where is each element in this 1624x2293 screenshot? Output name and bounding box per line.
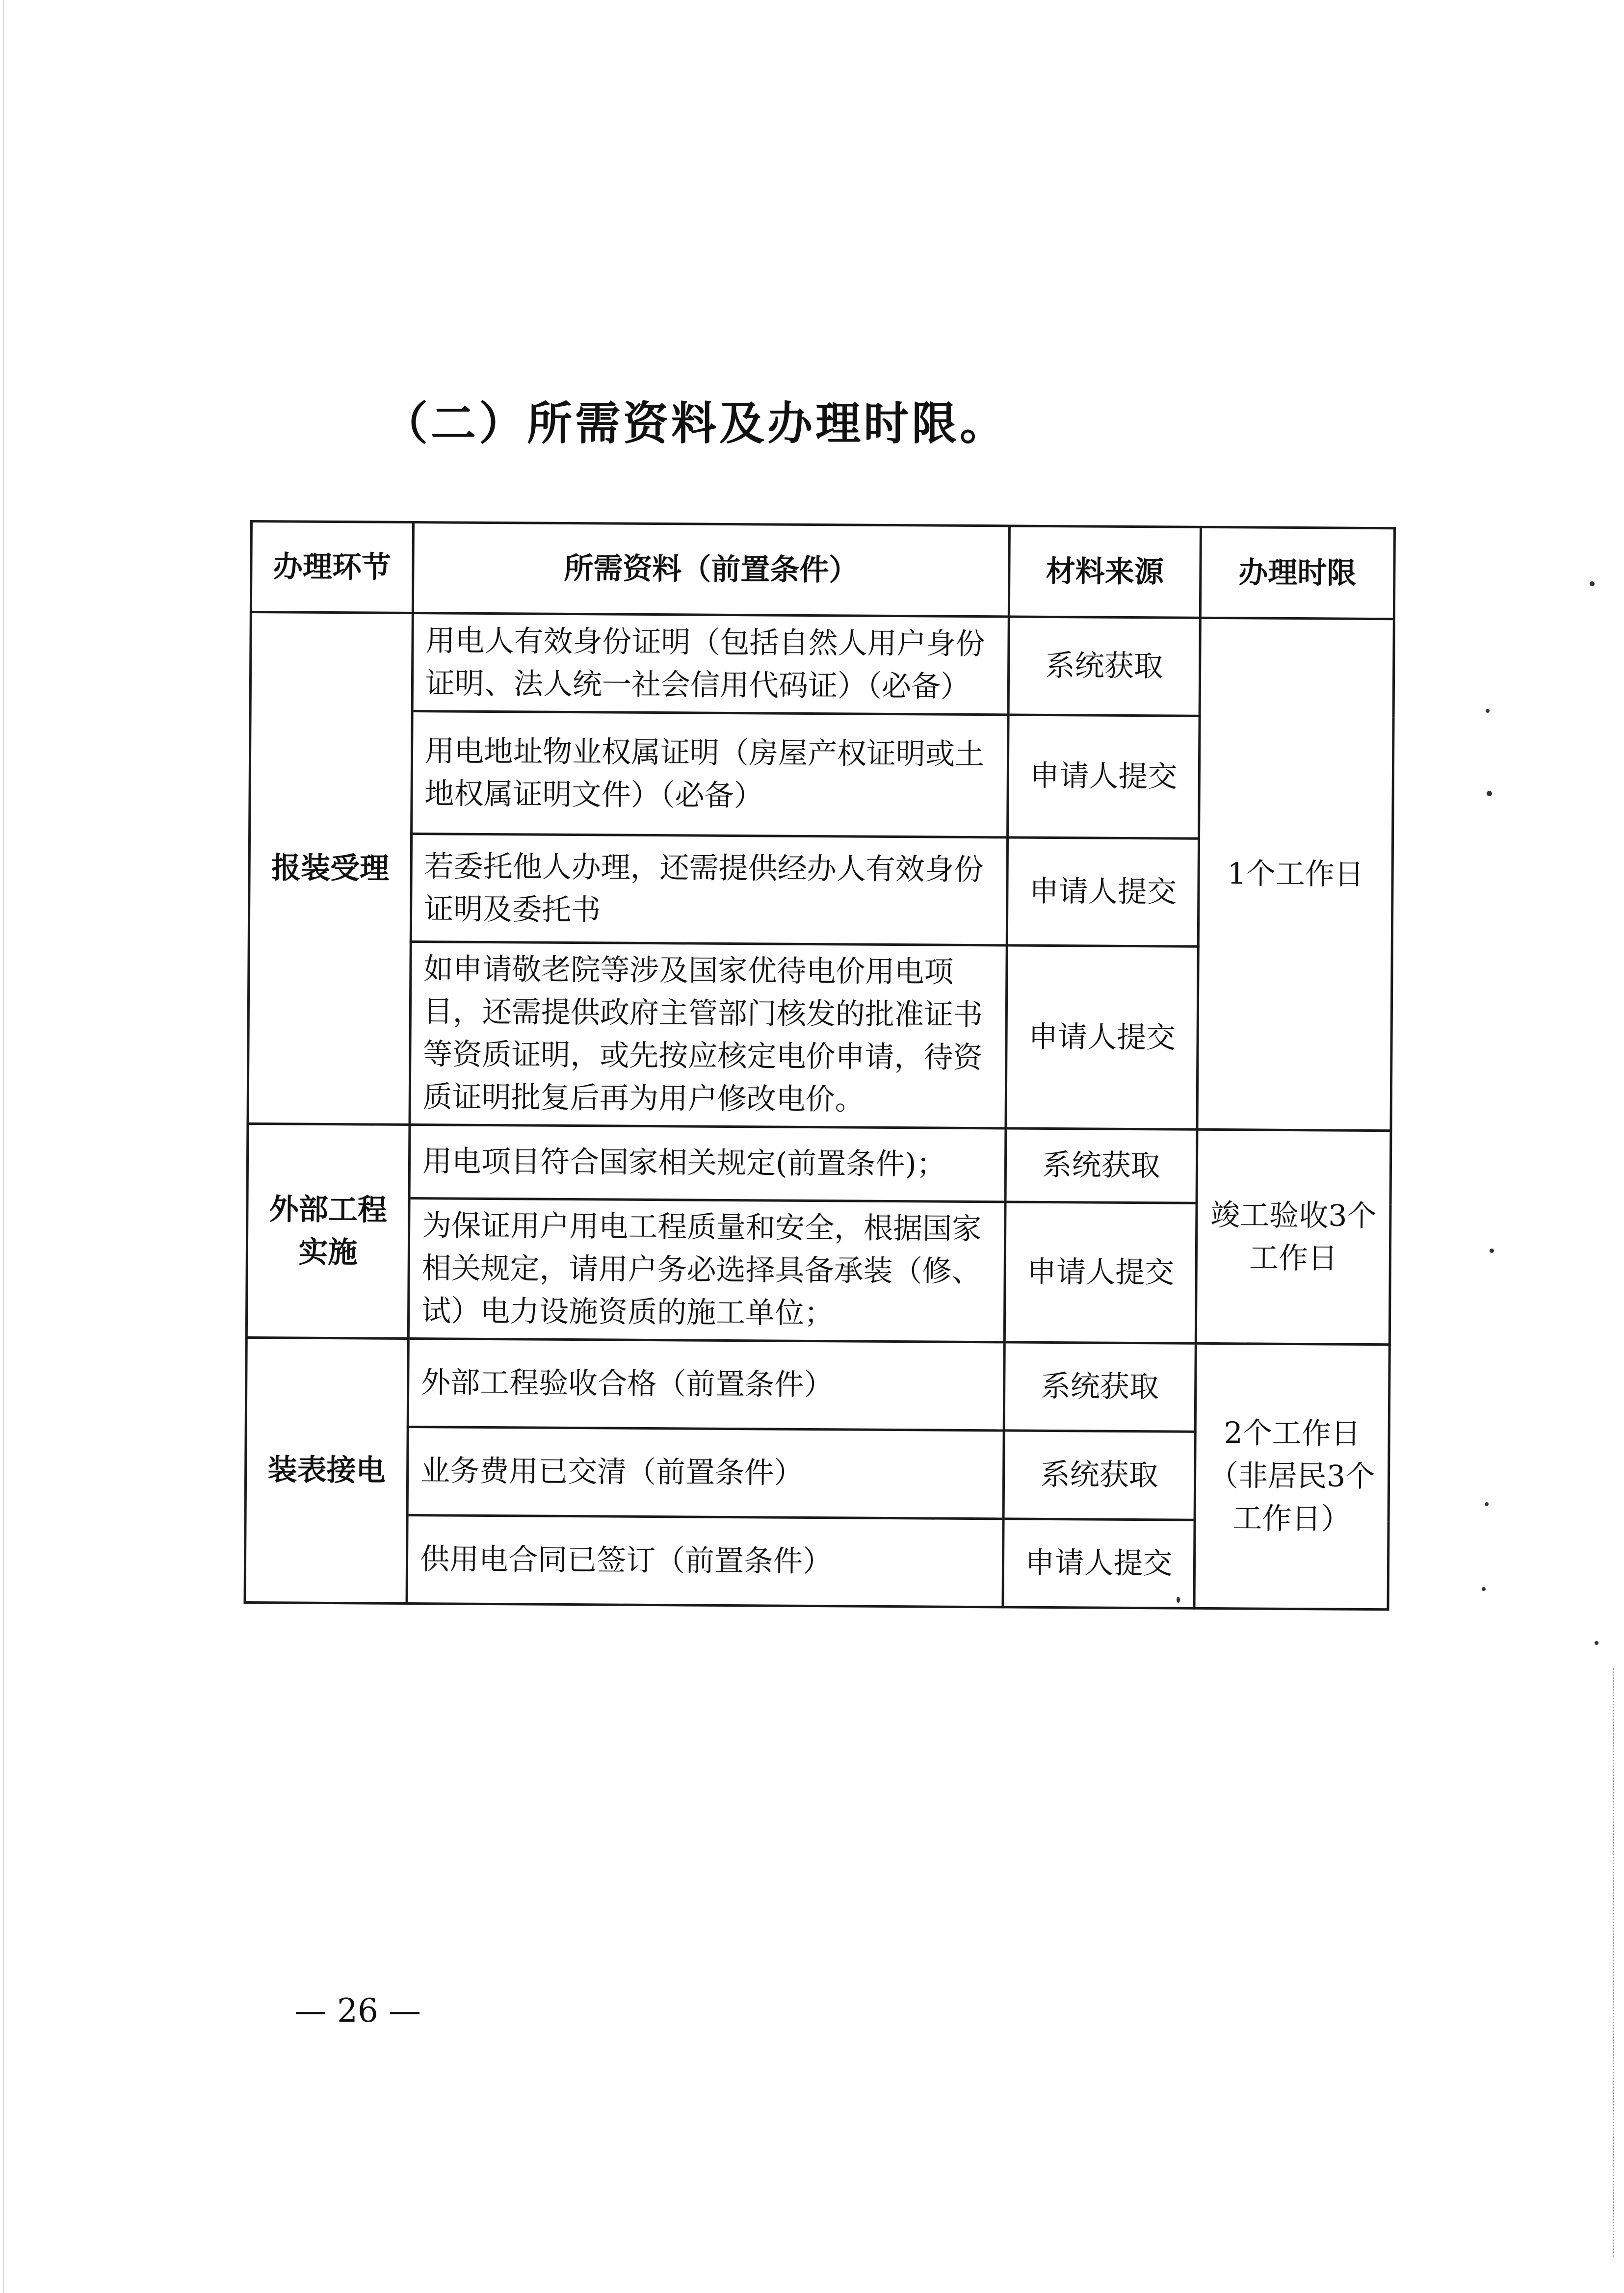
source-cell: 申请人提交 — [1003, 1519, 1195, 1608]
source-cell: 系统获取 — [1008, 617, 1200, 716]
material-cell: 业务费用已交清（前置条件） — [407, 1427, 1004, 1518]
header-source: 材料来源 — [1009, 526, 1201, 618]
time-limit-cell: 2个工作日（非居民3个工作日） — [1194, 1343, 1389, 1609]
header-stage: 办理环节 — [251, 521, 413, 613]
material-cell: 供用电合同已签订（前置条件） — [407, 1515, 1003, 1607]
header-materials: 所需资料（前置条件） — [413, 522, 1009, 617]
material-cell: 为保证用户用电工程质量和安全，根据国家相关规定，请用户务必选择具备承装（修、试）电力设施资质的施工单位； — [408, 1199, 1005, 1342]
scan-speck — [1486, 709, 1490, 713]
material-cell: 用电地址物业权属证明（房屋产权证明或土地权属证明文件）（必备） — [412, 711, 1009, 837]
material-cell: 用电项目符合国家相关规定(前置条件)； — [409, 1125, 1006, 1202]
table-header-row — [251, 521, 1394, 619]
material-cell: 外部工程验收合格（前置条件） — [408, 1339, 1004, 1431]
source-cell: 系统获取 — [1003, 1431, 1195, 1520]
header-time-limit: 办理时限 — [1200, 527, 1394, 619]
source-cell: 申请人提交 — [1008, 715, 1200, 838]
page-number: — 26 — — [294, 1992, 421, 2030]
source-cell: 申请人提交 — [1004, 1202, 1197, 1343]
source-cell: 申请人提交 — [1006, 945, 1198, 1129]
table-row — [250, 612, 1394, 717]
section-title: （二）所需资料及办理时限。 — [383, 397, 1008, 450]
scan-speck — [1482, 1587, 1486, 1591]
source-cell: 申请人提交 — [1007, 837, 1199, 946]
scan-speck — [1485, 1502, 1489, 1506]
materials-table — [244, 520, 1396, 1611]
scan-speck — [1487, 791, 1492, 796]
time-limit-cell: 1个工作日 — [1197, 618, 1394, 1130]
stage-name: 装表接电 — [245, 1337, 408, 1603]
source-cell: 系统获取 — [1005, 1128, 1197, 1203]
stage-name: 报装受理 — [248, 612, 413, 1125]
material-cell: 如申请敬老院等涉及国家优待电价用电项目，还需提供政府主管部门核发的批准证书等资质证明，或先按应核定电价申请，待资质证明批复后再为用户修改电价。 — [410, 942, 1007, 1128]
scan-speck — [1590, 581, 1595, 586]
table-row — [247, 1123, 1391, 1204]
table-row — [246, 1337, 1389, 1433]
time-limit-cell: 竣工验收3个工作日 — [1196, 1129, 1391, 1344]
material-cell: 若委托他人办理，还需提供经办人有效身份证明及委托书 — [411, 834, 1007, 945]
material-cell: 用电人有效身份证明（包括自然人用户身份证明、法人统一社会信用代码证）（必备） — [412, 613, 1009, 715]
scan-speck — [1490, 1249, 1494, 1253]
scan-edge-line — [3, 0, 4, 2293]
source-cell: 系统获取 — [1004, 1342, 1196, 1432]
scan-speck — [1595, 1641, 1598, 1645]
scan-edge-dots — [1611, 1668, 1614, 2257]
stage-name: 外部工程实施 — [246, 1123, 410, 1338]
